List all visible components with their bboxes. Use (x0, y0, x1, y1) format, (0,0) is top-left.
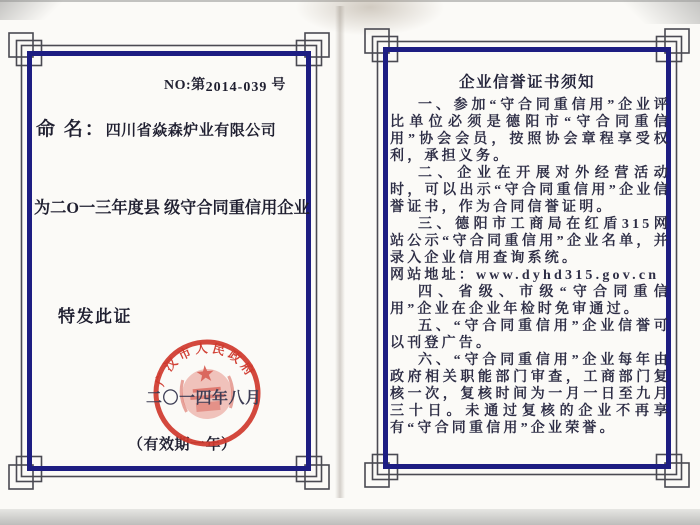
award-line: 为二O一三年度县 级守合同重信用企业 (34, 199, 310, 217)
serial-suffix: 号 (271, 78, 286, 93)
serial-number (164, 74, 286, 94)
fold-smudge (295, 0, 445, 36)
date-line: 二〇一四年八月 (146, 390, 262, 407)
paper-bottom-shadow (0, 509, 700, 525)
center-fold-crease (335, 6, 345, 498)
notice-paragraph-2: 二、企业在开展对外经营活动时，可以出示“守合同重信用”企业信誉证书，作为合同信誉证明。 (390, 166, 671, 215)
notice-paragraph-4: 四、省级、市级“守合同重信用”企业在企业年检时免审通过。 (390, 285, 671, 317)
name-label: 命 名： (36, 119, 106, 140)
photo-corner-shade-left (0, 0, 80, 20)
notice-title: 企业信誉证书须知 (458, 74, 595, 91)
serial-digits: 2014-039 (205, 80, 268, 95)
certificate-right-page (372, 36, 682, 480)
company-name: 四川省焱森炉业有限公司 (105, 123, 277, 139)
validity-note: （有效期一年） (128, 437, 237, 453)
photo-corner-shade-right (600, 0, 700, 24)
seal-text: 广汉市人民政府 (152, 341, 259, 389)
name-row (36, 114, 276, 141)
notice-paragraph-3: 三、德阳市工商局在红盾315网站公示“守合同重信用”企业名单，并录入企业信用查询系统。 (390, 217, 671, 266)
notice-paragraph-5: 五、“守合同重信用”企业信誉可以刊登广告。 (390, 319, 671, 351)
notice-paragraph-1: 一、参加“守合同重信用”企业评比单位必须是德阳市“守合同重信用”协会会员，按照协会章程享受权利，承担义务。 (390, 98, 671, 164)
notice-body (390, 97, 671, 437)
certificate-left-page (16, 40, 322, 482)
notice-paragraph-6: 六、“守合同重信用”企业每年由政府相关职能部门审查，工商部门复核一次，复核时间为一月一日至九月三十日。未通过复核的企业不再享有“守合同重信用”企业荣誉。 (390, 353, 671, 436)
notice-website-line: 网站地址：www.dyhd315.gov.cn (390, 268, 660, 283)
issue-statement: 特发此证 (58, 307, 132, 326)
serial-prefix: NO:第 (164, 78, 206, 93)
